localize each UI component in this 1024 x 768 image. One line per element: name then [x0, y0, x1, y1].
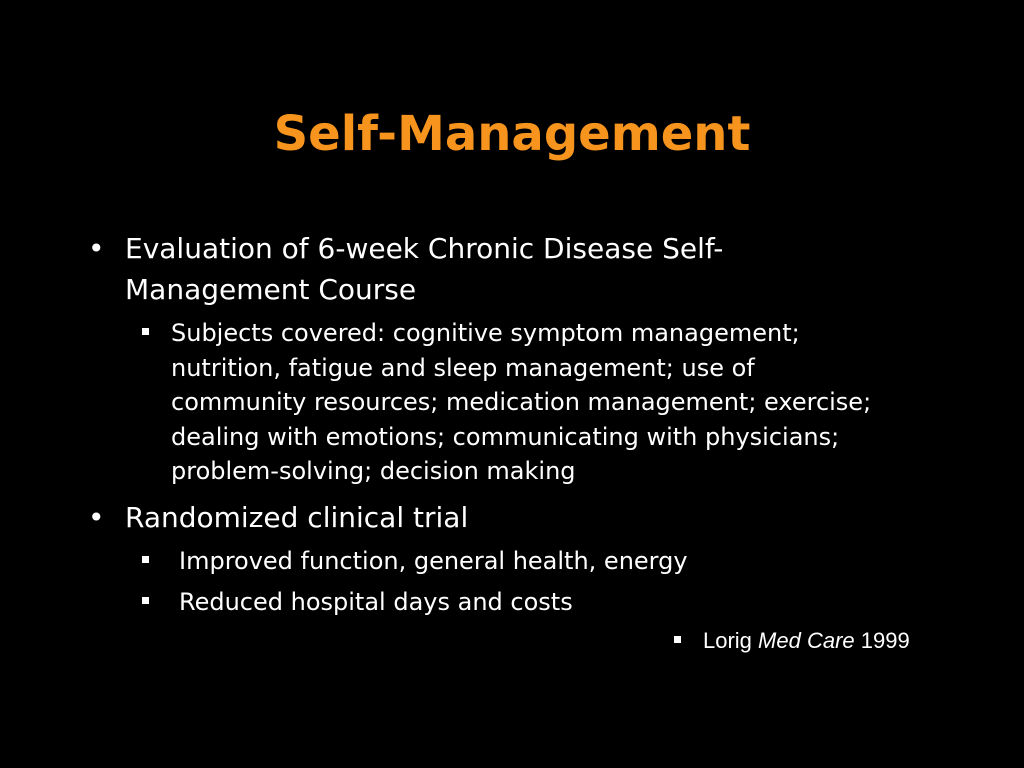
citation-author: Lorig	[703, 628, 752, 653]
sub-bullet-text-line: community resources; medication management; exercise;	[171, 388, 872, 416]
sub-bullet-text-line: Subjects covered: cognitive symptom management;	[171, 319, 800, 347]
sub-bullet-text-line: Reduced hospital days and costs	[179, 588, 573, 616]
citation-year: 1999	[860, 628, 910, 653]
citation-journal: Med Care	[758, 628, 855, 653]
bullet-dot-icon: •	[88, 501, 105, 534]
sub-bullet-text-line: dealing with emotions; communicating with physicians;	[171, 422, 840, 451]
slide-title: Self-Management	[273, 106, 751, 162]
sub-bullet-text-line: nutrition, fatigue and sleep management; use of	[171, 353, 755, 382]
bullet-text-line: Randomized clinical trial	[125, 501, 469, 534]
sub-bullet-text-line: problem-solving; decision making	[171, 457, 576, 485]
square-bullet-icon	[142, 328, 149, 335]
sub-bullet-text-line: Improved function, general health, energy	[179, 547, 688, 575]
bullet-text-line: Evaluation of 6-week Chronic Disease Self-	[125, 232, 724, 265]
square-bullet-icon	[142, 597, 149, 604]
square-bullet-icon	[142, 556, 149, 563]
citation-text	[703, 626, 910, 656]
square-bullet-icon	[674, 636, 681, 643]
bullet-dot-icon: •	[88, 232, 105, 265]
bullet-text-line: Management Course	[125, 273, 417, 306]
